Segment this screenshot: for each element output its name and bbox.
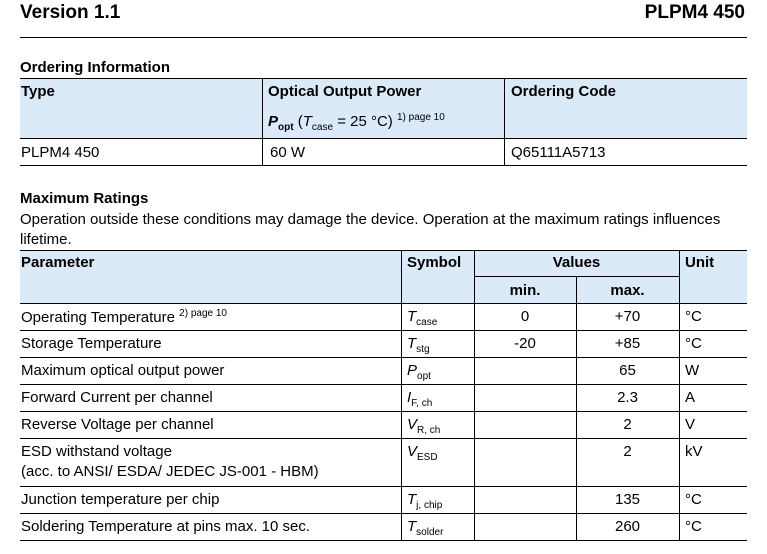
ratings-header-rule <box>20 303 747 304</box>
value-max: 2 <box>623 443 632 460</box>
param-storage-temperature: Storage Temperature <box>21 335 162 352</box>
symbol: $T_{case}$ <box>407 308 438 328</box>
footnote-ref: 1) page 10 <box>396 112 445 123</box>
value-max: 2 <box>623 416 632 433</box>
row-rule <box>20 513 747 514</box>
col-values: Values <box>552 254 601 271</box>
value-max: 2.3 <box>617 389 638 406</box>
row-rule <box>20 411 747 412</box>
ordering-divider <box>262 78 263 166</box>
param-junction-temperature: Junction temperature per chip <box>21 491 220 508</box>
symbol: $V_{R, ch}$ <box>407 416 441 436</box>
col-ordering-code: Ordering Code <box>511 83 617 100</box>
ratings-divider <box>679 250 680 541</box>
unit: °C <box>685 518 702 535</box>
param-esd-withstand-voltage: ESD withstand voltage <box>21 443 172 460</box>
col-symbol: Symbol <box>407 254 462 271</box>
param-soldering-temperature: Soldering Temperature at pins max. 10 sec. <box>21 518 311 535</box>
row-rule <box>20 438 747 439</box>
value-max: 65 <box>619 362 636 379</box>
power-cond-rest: = 25 °C) <box>333 113 393 130</box>
power-cond-var-sub: case <box>311 122 334 133</box>
value-max: +85 <box>614 335 641 352</box>
power-cond-open: ( <box>297 113 303 130</box>
symbol: $T_{solder}$ <box>407 518 444 538</box>
param-forward-current: Forward Current per channel <box>21 389 213 406</box>
symbol: $P_{opt}$ <box>407 362 431 382</box>
unit: A <box>685 389 696 406</box>
ordering-power: 60 W <box>270 144 306 161</box>
ordering-divider <box>504 78 505 166</box>
row-rule <box>20 486 747 487</box>
unit: V <box>685 416 696 433</box>
value-min: 0 <box>520 308 530 325</box>
col-unit: Unit <box>685 254 715 271</box>
symbol: $T_{stg}$ <box>407 335 430 355</box>
symbol: $V_{ESD}$ <box>407 443 438 463</box>
param-esd-standard: (acc. to ANSI/ ESDA/ JEDEC JS-001 - HBM) <box>21 463 319 480</box>
col-min: min. <box>509 282 541 299</box>
ratings-title: Maximum Ratings <box>20 190 149 207</box>
symbol: $T_{j, chip}$ <box>407 491 443 511</box>
row-rule <box>20 384 747 385</box>
param-max-optical-output-power: Maximum optical output power <box>21 362 225 379</box>
ratings-description: Operation outside these conditions may damage the device. Operation at the maximum ratings influences lifetime. <box>20 211 721 248</box>
ordering-bottom-rule <box>20 165 747 166</box>
ordering-top-rule <box>20 78 747 79</box>
symbol: $I_{F, ch}$ <box>407 389 433 409</box>
param-operating-temperature: Operating Temperature $^{2) page 10}$ <box>21 308 227 326</box>
col-type: Type <box>21 83 55 100</box>
value-max: +70 <box>614 308 641 325</box>
power-symbol: P <box>268 113 279 130</box>
unit: kV <box>685 443 703 460</box>
unit: °C <box>685 335 702 352</box>
header-rule <box>20 37 747 38</box>
ratings-divider <box>401 250 402 541</box>
power-cond-var: T <box>302 113 312 130</box>
ordering-type: PLPM4 450 <box>21 144 100 161</box>
power-symbol-sub: opt <box>278 122 294 133</box>
value-max: 135 <box>614 491 641 508</box>
col-max: max. <box>610 282 645 299</box>
col-parameter: Parameter <box>21 254 95 271</box>
unit: °C <box>685 308 702 325</box>
row-rule <box>20 330 747 331</box>
ordering-code: Q65111A5713 <box>511 144 606 161</box>
power-condition <box>268 112 445 133</box>
row-rule <box>20 357 747 358</box>
product-name: PLPM4 450 <box>644 2 745 23</box>
footnote-ref: 2) page 10 <box>179 308 227 319</box>
document-version: Version 1.1 <box>20 2 121 23</box>
ordering-header-rule <box>20 138 747 139</box>
col-optical-output-power: Optical Output Power <box>268 83 422 100</box>
ordering-title: Ordering Information <box>20 59 170 76</box>
ratings-bottom-rule <box>20 540 747 541</box>
param-reverse-voltage: Reverse Voltage per channel <box>21 416 214 433</box>
unit: °C <box>685 491 702 508</box>
value-max: 260 <box>614 518 641 535</box>
value-min: -20 <box>514 335 536 352</box>
unit: W <box>685 362 700 379</box>
ratings-top-rule <box>20 250 747 251</box>
